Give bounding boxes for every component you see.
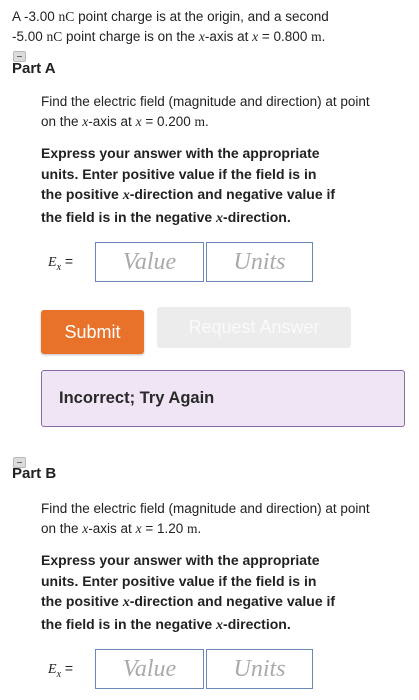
feedback-incorrect: Incorrect; Try Again: [41, 370, 405, 427]
equals-sign: =: [61, 660, 74, 676]
math-var-x: x: [216, 210, 224, 226]
request-answer-button[interactable]: Request Answer: [157, 307, 351, 348]
position-unit: m: [311, 29, 322, 44]
part-a-title[interactable]: Part A: [12, 60, 56, 77]
math-var-e: E: [48, 662, 57, 677]
math-var-x: x: [122, 595, 130, 610]
charge-2-value: -5.00: [12, 29, 47, 44]
math-var-x: x: [252, 29, 259, 44]
part-a-question: [41, 92, 406, 132]
point-value: = 1.20: [141, 521, 187, 536]
problem-text: -axis at: [204, 29, 253, 44]
instruction-text: the positive: [41, 593, 123, 609]
question-text: .: [197, 521, 202, 536]
math-var-x: x: [82, 521, 89, 536]
math-var-x: x: [198, 29, 205, 44]
point-unit: m: [186, 521, 198, 536]
math-var-e: E: [48, 255, 57, 270]
instruction-line: units. Enter positive value if the field is in: [41, 165, 317, 182]
question-text: -axis at: [88, 114, 136, 129]
instruction-line: units. Enter positive value if the field is in: [41, 572, 317, 589]
instruction-line: [41, 591, 411, 614]
problem-text: point charge is at the origin, and a second: [74, 9, 329, 24]
math-var-x: x: [216, 617, 224, 633]
instruction-line: Express your answer with the appropriate: [41, 145, 320, 161]
question-line: Find the electric field (magnitude and direction) at point: [41, 94, 370, 109]
math-sub-x: x: [56, 261, 62, 273]
part-a-instructions: [41, 143, 411, 229]
part-a-value-input[interactable]: Value: [95, 242, 204, 282]
instruction-text: the field is in the negative: [41, 615, 217, 632]
instruction-text: -direction and negative value if: [129, 593, 336, 609]
part-b-units-input[interactable]: Units: [206, 649, 313, 689]
math-var-x: x: [122, 188, 130, 203]
instruction-text: -direction.: [223, 208, 291, 225]
part-a-answer-label: [48, 253, 73, 273]
part-a-units-input[interactable]: Units: [206, 242, 313, 282]
problem-line-1: [12, 7, 412, 27]
instruction-line: [41, 184, 411, 207]
question-text: on the: [41, 114, 83, 129]
instruction-line: [41, 614, 411, 637]
question-text: on the: [41, 521, 83, 536]
instruction-text: -direction and negative value if: [129, 186, 336, 202]
question-text: -axis at: [88, 521, 136, 536]
math-var-x: x: [135, 521, 142, 536]
instruction-text: the positive: [41, 186, 123, 202]
equals-sign: =: [61, 253, 74, 269]
problem-statement: [12, 7, 412, 47]
math-sub-x: x: [56, 668, 62, 680]
part-b-title[interactable]: Part B: [12, 465, 57, 482]
point-unit: m: [194, 114, 205, 129]
problem-text: .: [321, 29, 326, 44]
charge-2-unit: nC: [46, 29, 63, 44]
point-value: = 0.200: [141, 114, 195, 129]
question-text: .: [205, 114, 209, 129]
part-b-value-input[interactable]: Value: [95, 649, 204, 689]
part-b-question: [41, 499, 406, 539]
question-line: Find the electric field (magnitude and direction) at point: [41, 501, 370, 516]
part-b-answer-label: [48, 660, 73, 680]
instruction-text: -direction.: [223, 615, 291, 632]
problem-text: point charge is on the: [62, 29, 199, 44]
math-var-x: x: [135, 114, 142, 129]
part-b-instructions: [41, 550, 411, 636]
instruction-text: the field is in the negative: [41, 208, 217, 225]
instruction-line: Express your answer with the appropriate: [41, 552, 320, 568]
charge-1-value: A -3.00: [12, 9, 59, 24]
problem-line-2: [12, 27, 412, 47]
instruction-line: [41, 207, 411, 230]
question-line: [41, 519, 406, 539]
question-line: [41, 112, 406, 132]
charge-1-unit: nC: [58, 9, 75, 24]
submit-button[interactable]: Submit: [41, 310, 144, 354]
math-var-x: x: [82, 114, 89, 129]
position-value: = 0.800: [258, 29, 312, 44]
